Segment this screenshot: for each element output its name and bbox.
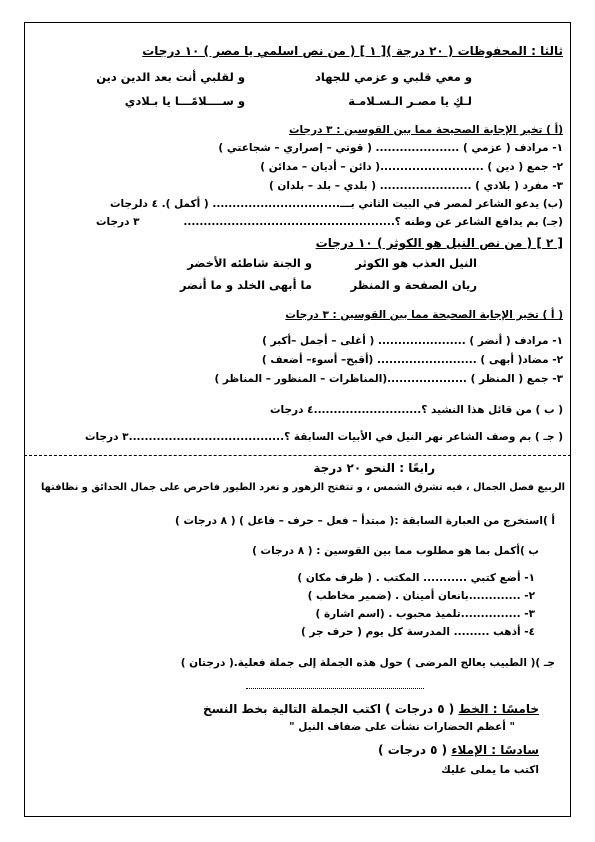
section5-title-label: خامسًا : الخط — [458, 702, 539, 716]
grammar-item-1: ١- أضع كتبي ........... المكتب . ( ظرف مكان ) — [297, 572, 535, 584]
q-a-title: (أ ) تخير الإجابة الصحيحة مما بين القوسين : ٣ درجات — [288, 124, 563, 136]
calligraphy-sentence: " أعظم الحضارات نشأت على ضفاف النيل " — [289, 721, 515, 733]
section4-title: رابعًا : النحو ٢٠ درجة — [313, 461, 435, 475]
section6-title-label: سادسًا : الإملاء — [451, 743, 539, 757]
poem2-right-1: النيل العذب هو الكوثر — [355, 256, 477, 270]
q2-c: ( جـ ) بم وصف الشاعر نهر النيل في الأبيات السابقة ؟.......................................٣ درجات — [85, 431, 563, 443]
q-a-item-2: ٢- جمع ( دين ) ..........................( دائن – أديان – مدائن ) — [260, 161, 563, 173]
section6-title-rest: ( ٥ درجات ) — [378, 743, 448, 757]
grammar-q-b: ب )أكمل بما هو مطلوب مما بين القوسين : ( ٨ درجات ) — [252, 545, 539, 557]
poem1-left-2: و ســــلامًـــا يا بـلادي — [124, 94, 245, 108]
section5-title — [203, 702, 539, 716]
q2-a-item-2: ٢- مضاد( أبهى ) ......................... (أقبح– أسوء– أضعف ) — [261, 354, 563, 366]
grammar-q-a: أ )استخرج من العبارة السابقة :( مبتدأ – فعل – حرف – فاعل ) ( ٨ درجات ) — [175, 515, 555, 527]
answer-dotted-line — [246, 688, 424, 689]
poem2-left-1: و الجنة شاطئه الأخضر — [187, 256, 312, 270]
section3-title: ثالثا : المحفوظات ( ٢٠ درجة )[ ١ ] ( من نص اسلمي يا مصر ) ١٠ درجات — [142, 44, 563, 58]
poem1-right-1: و معي قلبي و عزمي للجهاد — [315, 70, 472, 84]
poem2-left-2: ما أبهى الخلد و ما أنضر — [179, 278, 312, 292]
q-a-item-1: ١- مرادف ( عزمي ) ..................... ( قوتي – إصراري – شجاعتي ) — [218, 142, 563, 154]
poem2-right-2: ريان الصفحة و المنظر — [350, 278, 477, 292]
part2-title: [ ٢ ] ( من نص النيل هو الكوثر ) ١٠ درجات — [315, 236, 563, 250]
poem1-right-2: لـكِ يا مصـر الـسـلامـة — [348, 94, 472, 108]
q2-a-title: ( أ ) تخير الإجابة الصحيحة مما بين القوسين : ٣ درجات — [285, 309, 563, 321]
section5-title-rest: ( ٥ درجات ) اكتب الجملة التالية بخط النسخ — [202, 702, 455, 716]
q-c: (جـ) بم يدافع الشاعر عن وطنه ؟..................................................... — [183, 216, 563, 228]
grammar-item-4: ٤- أذهب ......... المدرسة كل يوم ( حرف جر ) — [300, 626, 535, 638]
section6-title — [378, 743, 539, 757]
q2-b: ( ب ) من قائل هذا النشيد ؟...........................٤ درجات — [270, 404, 563, 416]
q2-a-item-1: ١- مرادف ( أنضر ) ...................... ( أغلى – أجمل –أكبر ) — [262, 335, 563, 347]
grammar-item-2: ٢- .............بانعان أمينان . (ضمير مخاطب ) — [307, 590, 535, 602]
q-a-item-3: ٣- مفرد ( بلادي ) ....................... ( بلدي – بلد – بلدان ) — [268, 180, 563, 192]
dictation-instruction: اكتب ما يملى عليك — [441, 764, 539, 776]
grammar-item-3: ٣- ...............تلميذ محبوب . (اسم اشارة ) — [315, 608, 535, 620]
q-b: (ب) يدعو الشاعر لمصر في البيت الثاني بـــ................................ ( أكمل ). ٤ دلرجات — [110, 198, 563, 210]
section-separator — [24, 455, 571, 456]
poem1-left-1: و لقلبي أنت بعد الدين دين — [96, 70, 245, 84]
grammar-q-c: جـ )( الطبيب يعالج المرضى ) حول هذه الجملة إلى جملة فعلية.( درجتان ) — [180, 657, 555, 669]
q-c-marks: ٣ درجات — [96, 216, 140, 228]
grammar-passage: الربيع فصل الجمال ، فيه تشرق الشمس ، و تتفتح الزهور و تغرد الطيور فاحرص على جمال الحدائق و نظافتها — [40, 482, 565, 493]
q2-a-item-3: ٣- جمع ( المنظر ) ....................(المناظرات – المنظور – المناظر ) — [214, 373, 563, 385]
